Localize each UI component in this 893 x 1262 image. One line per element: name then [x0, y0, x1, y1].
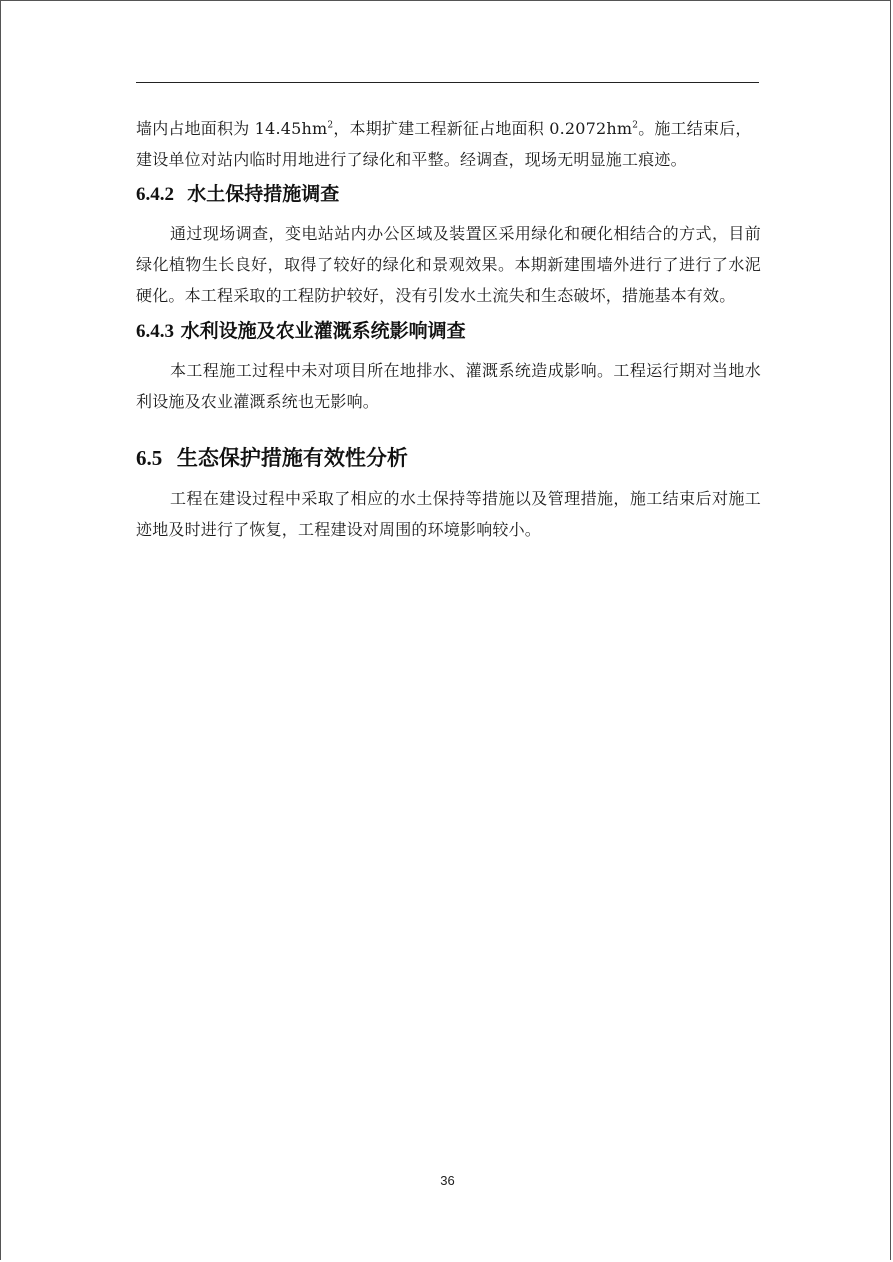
- intro-paragraph: [136, 113, 761, 175]
- page-number: 36: [440, 1173, 455, 1188]
- intro-text-3: 。施工结束后，: [638, 119, 752, 138]
- intro-text-2: ，本期扩建工程新征占地面积 0.2072hm: [333, 119, 633, 138]
- superscript-2: 2: [327, 120, 334, 131]
- section-paragraph-6-4-3: 本工程施工过程中未对项目所在地排水、灌溉系统造成影响。工程运行期对当地水利设施及农业灌溉系统也无影响。: [136, 361, 761, 411]
- section-paragraph-6-5: 工程在建设过程中采取了相应的水土保持等措施以及管理措施，施工结束后对施工迹地及时进行了恢复，工程建设对周围的环境影响较小。: [136, 489, 761, 539]
- section-paragraph-6-4-2: 通过现场调查，变电站站内办公区域及装置区采用绿化和硬化相结合的方式，目前绿化植物生长良好，取得了较好的绿化和景观效果。本期新建围墙外进行了进行了水泥硬化。本工程采取的工程防护较好，没有引发水土流失和生态破坏，措施基本有效。: [136, 224, 761, 305]
- section-title: 水土保持措施调查: [187, 183, 340, 205]
- header-rule: [136, 82, 759, 83]
- section-heading-6-4-2: [136, 182, 761, 207]
- section-title: 水利设施及农业灌溉系统影响调查: [180, 320, 466, 342]
- section-number: 6.5: [136, 446, 163, 470]
- intro-text-4: 建设单位对站内临时用地进行了绿化和平整。经调查，现场无明显施工痕迹。: [136, 150, 687, 169]
- section-heading-6-5: [136, 444, 761, 472]
- section-number: 6.4.3: [136, 321, 174, 342]
- section-number: 6.4.2: [136, 184, 174, 205]
- intro-text-1: 墙内占地面积为 14.45hm: [136, 119, 328, 138]
- section-title: 生态保护措施有效性分析: [176, 446, 408, 470]
- section-heading-6-4-3: [136, 319, 761, 344]
- superscript-2: 2: [632, 120, 639, 131]
- page-content: [136, 113, 761, 545]
